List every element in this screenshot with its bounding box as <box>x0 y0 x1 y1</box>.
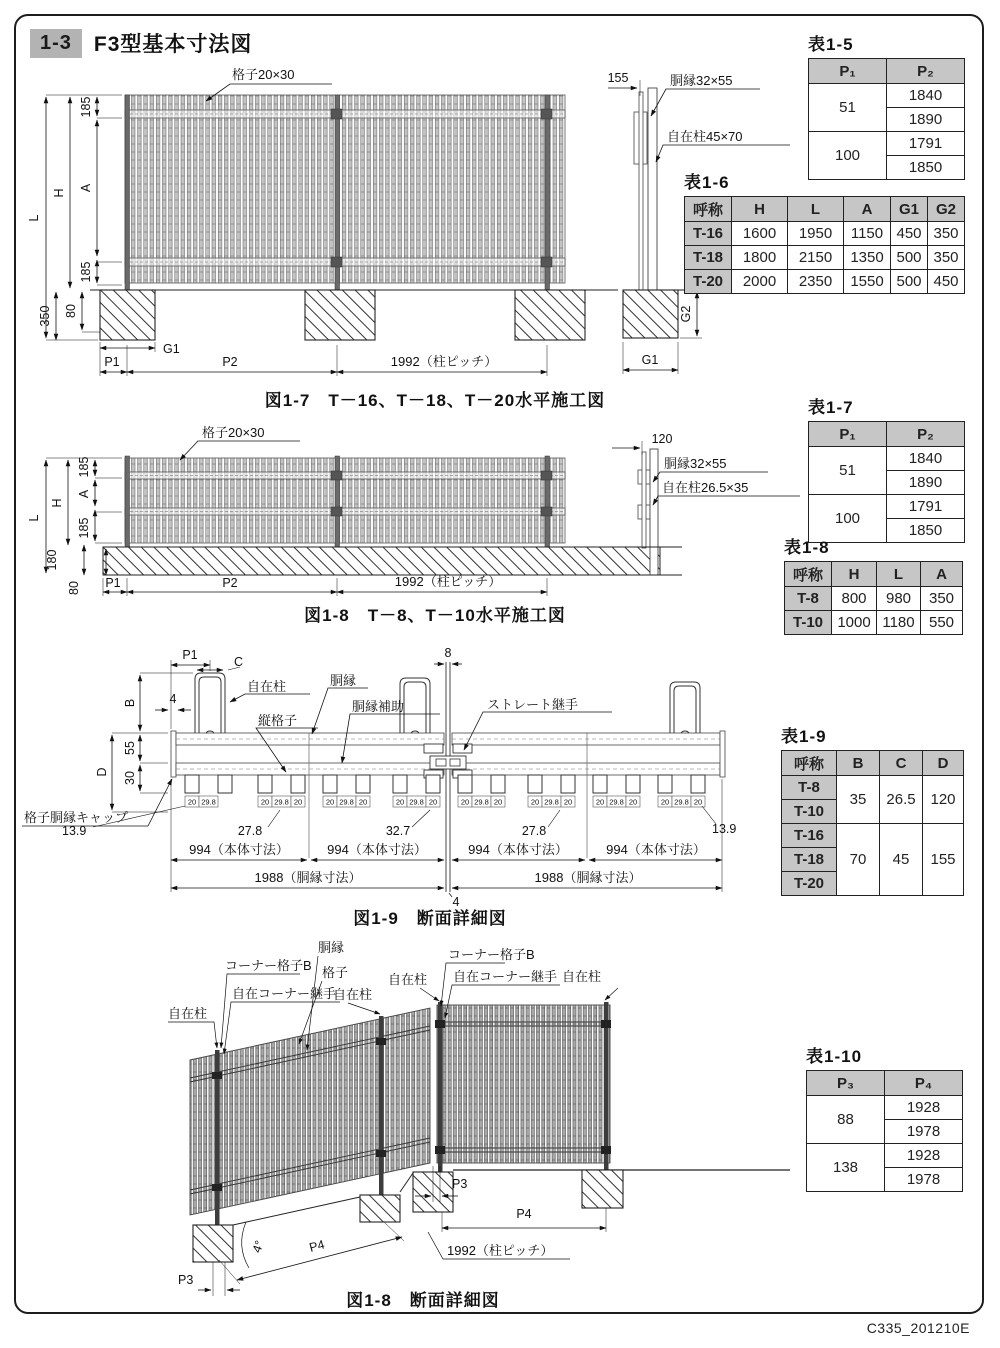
table-row <box>785 587 963 611</box>
document-code: C335_201210E <box>866 1320 970 1336</box>
cell: 450 <box>891 222 928 246</box>
cell: 1950 <box>788 222 844 246</box>
dim-G2: G2 <box>679 305 693 323</box>
dim-C: C <box>234 655 244 669</box>
dim-80: 80 <box>67 581 81 595</box>
table-1-5-title: 表1-5 <box>808 35 854 54</box>
svg-text:29.8: 29.8 <box>409 797 424 807</box>
table-1-5-section <box>808 30 965 180</box>
col-header: 呼称 <box>782 751 837 776</box>
label-corner-b-2: コーナー格子B <box>448 947 535 962</box>
cell-name: T-8 <box>785 587 832 611</box>
page-header <box>30 28 252 58</box>
svg-text:29.8: 29.8 <box>609 797 624 807</box>
cell: 1840 <box>887 447 965 471</box>
table-row <box>809 495 965 519</box>
svg-text:20: 20 <box>428 797 438 807</box>
table-1-8-section <box>784 533 963 635</box>
dim-80: 80 <box>64 304 78 318</box>
dim-27-8-left: 27.8 <box>237 824 263 838</box>
col-header: L <box>788 197 844 222</box>
dim-185-bottom: 185 <box>77 517 91 539</box>
cell: 1800 <box>732 246 788 270</box>
cell: 26.5 <box>880 776 923 824</box>
cell-name: T-16 <box>782 824 837 848</box>
dim-L: L <box>27 214 41 222</box>
svg-text:29.8: 29.8 <box>674 797 689 807</box>
svg-text:20: 20 <box>595 797 605 807</box>
dim-P2: P2 <box>222 355 238 369</box>
cell: 350 <box>921 587 963 611</box>
dim-32-7: 32.7 <box>385 824 411 838</box>
label-corner-joint-2: 自在コーナー継手 <box>453 969 558 984</box>
cell: 1850 <box>887 519 965 543</box>
cell: 1000 <box>832 611 877 635</box>
dim-H: H <box>52 188 66 198</box>
dim-H: H <box>50 498 64 508</box>
table-1-7-title: 表1-7 <box>808 398 854 417</box>
table-row <box>685 222 965 246</box>
cell: 1928 <box>885 1096 963 1120</box>
cell: 2150 <box>788 246 844 270</box>
dim-994-3: 994（本体寸法） <box>468 842 568 857</box>
cell-name: T-8 <box>782 776 837 800</box>
col-header: P₁ <box>809 59 887 84</box>
fig17-caption: 図1-7 T－16、T－18、T－20水平施工図 <box>264 391 606 410</box>
dim-13-9-right: 13.9 <box>712 822 737 836</box>
dim-994-4: 994（本体寸法） <box>606 842 706 857</box>
label-dobuchi: 胴縁 <box>330 673 357 688</box>
dim-pitch-1992: 1992（柱ピッチ） <box>394 574 502 589</box>
label-dobuchi-32x55: 胴縁32×55 <box>670 73 733 88</box>
label-jizai-45x70: 自在柱45×70 <box>667 129 743 144</box>
col-header: B <box>837 751 880 776</box>
dim-A: A <box>77 489 91 499</box>
dim-1988-right: 1988（胴縁寸法） <box>534 870 642 885</box>
table-row <box>685 246 965 270</box>
cell: 1840 <box>887 84 965 108</box>
table-1-10-title: 表1-10 <box>806 1047 863 1066</box>
dim-P2: P2 <box>222 576 238 590</box>
dim-4-bottom: 4 <box>452 895 460 909</box>
cell: 88 <box>807 1096 885 1144</box>
dim-1988-left: 1988（胴縁寸法） <box>254 870 362 885</box>
svg-text:20: 20 <box>325 797 335 807</box>
col-header: L <box>877 562 921 587</box>
label-corner-joint-1: 自在コーナー継手 <box>232 986 337 1001</box>
fig19-caption: 図1-9 断面詳細図 <box>353 909 507 928</box>
label-jizai-4: 自在柱 <box>562 969 602 984</box>
label-dobuchi: 胴縁 <box>318 940 345 955</box>
label-jizai-3: 自在柱 <box>388 972 428 987</box>
table-1-8 <box>784 561 963 635</box>
col-header: H <box>732 197 788 222</box>
col-header: G1 <box>891 197 928 222</box>
svg-text:20: 20 <box>395 797 405 807</box>
fence-panel <box>125 458 565 543</box>
page-title: F3型基本寸法図 <box>93 33 253 56</box>
cell: 980 <box>877 587 921 611</box>
dim-994-1: 994（本体寸法） <box>189 842 289 857</box>
col-header: P₂ <box>887 422 965 447</box>
dim-pitch-1992: 1992（柱ピッチ） <box>447 1243 554 1258</box>
label-straight-joint: ストレート継手 <box>487 697 579 712</box>
table-row <box>807 1144 963 1168</box>
svg-text:20: 20 <box>493 797 503 807</box>
cell: 500 <box>891 270 928 294</box>
cell: 1850 <box>887 156 965 180</box>
dim-P3-lower: P3 <box>178 1273 194 1287</box>
svg-text:20: 20 <box>530 797 540 807</box>
table-1-7-section <box>808 393 965 543</box>
cell: 1978 <box>885 1168 963 1192</box>
cell: 1890 <box>887 108 965 132</box>
svg-text:20: 20 <box>563 797 573 807</box>
cell-name: T-10 <box>785 611 832 635</box>
table-1-6 <box>684 196 965 294</box>
fig18-elevation <box>27 425 800 596</box>
dim-pitch-1992: 1992（柱ピッチ） <box>390 354 498 369</box>
table-1-8-title: 表1-8 <box>784 538 830 557</box>
fig19-cross-section <box>22 646 736 909</box>
label-tategoshi: 縦格子 <box>258 713 298 728</box>
cell: 1978 <box>885 1120 963 1144</box>
col-header: 呼称 <box>685 197 732 222</box>
cell: 1150 <box>844 222 891 246</box>
cell-name: T-18 <box>685 246 732 270</box>
label-corner-b-1: コーナー格子B <box>225 958 312 973</box>
label-koshi: 格子20×30 <box>232 67 295 82</box>
cell: 45 <box>880 824 923 896</box>
label-dobuchi-hojo: 胴縁補助 <box>352 699 405 714</box>
cell: 100 <box>809 132 887 180</box>
col-header: P₁ <box>809 422 887 447</box>
cell: 1791 <box>887 495 965 519</box>
dim-185-top: 185 <box>77 456 91 478</box>
cell: 35 <box>837 776 880 824</box>
slat-sections <box>185 775 705 793</box>
table-row <box>685 270 965 294</box>
dim-4: 4 <box>169 692 177 706</box>
label-jizai-2: 自在柱 <box>333 987 373 1002</box>
table-1-9 <box>781 750 964 896</box>
cell: 1928 <box>885 1144 963 1168</box>
col-header: G2 <box>928 197 965 222</box>
dim-185-top: 185 <box>79 96 93 118</box>
dim-P1: P1 <box>104 355 120 369</box>
col-header: P₃ <box>807 1071 885 1096</box>
dim-A: A <box>79 183 93 193</box>
cell: 1550 <box>844 270 891 294</box>
rails <box>171 731 725 777</box>
dim-8: 8 <box>444 646 452 660</box>
dim-P1: P1 <box>182 648 198 662</box>
table-1-9-title: 表1-9 <box>781 727 827 746</box>
dim-B: B <box>123 698 137 708</box>
col-header: A <box>921 562 963 587</box>
label-koshi: 格子20×30 <box>202 425 265 440</box>
cell: 350 <box>928 246 965 270</box>
label-jizai-26x35: 自在柱26.5×35 <box>662 480 749 495</box>
table-1-6-section <box>684 168 965 294</box>
table-row <box>782 824 964 848</box>
table-row <box>807 1096 963 1120</box>
sloped-ground-2 <box>400 1173 413 1192</box>
svg-text:20: 20 <box>260 797 270 807</box>
table-row <box>809 132 965 156</box>
cell-name: T-16 <box>685 222 732 246</box>
cell: 2350 <box>788 270 844 294</box>
cell-name: T-20 <box>685 270 732 294</box>
cell: 1890 <box>887 471 965 495</box>
foundations <box>100 290 585 340</box>
dim-30: 30 <box>123 771 137 785</box>
dim-P1: P1 <box>105 576 121 590</box>
dim-P4-sloped: P4 <box>307 1237 327 1255</box>
section-number-badge: 1-3 <box>30 29 82 58</box>
dim-350: 350 <box>38 305 52 327</box>
cell-name: T-20 <box>782 872 837 896</box>
dim-P3-upper: P3 <box>452 1177 468 1191</box>
svg-text:29.8: 29.8 <box>339 797 354 807</box>
svg-text:20: 20 <box>293 797 303 807</box>
dim-L: L <box>27 514 41 522</box>
col-header: H <box>832 562 877 587</box>
dim-13-9-left: 13.9 <box>62 824 87 838</box>
cell: 138 <box>807 1144 885 1192</box>
cell: 1791 <box>887 132 965 156</box>
dim-angle-4deg: 4° <box>249 1238 267 1255</box>
label-jizai-1: 自在柱 <box>168 1006 208 1021</box>
dim-155: 155 <box>607 71 629 85</box>
label-jizai: 自在柱 <box>247 679 287 694</box>
figb-caption: 図1-8 断面詳細図 <box>346 1291 500 1310</box>
table-row <box>782 776 964 800</box>
cell: 2000 <box>732 270 788 294</box>
dim-G1-side: G1 <box>641 353 659 367</box>
col-header: C <box>880 751 923 776</box>
table-1-10 <box>806 1070 963 1192</box>
col-header: P₄ <box>885 1071 963 1096</box>
svg-text:20: 20 <box>187 797 197 807</box>
svg-text:29.8: 29.8 <box>544 797 559 807</box>
cell: 800 <box>832 587 877 611</box>
dim-180: 180 <box>45 549 59 571</box>
col-header: P₂ <box>887 59 965 84</box>
dim-994-2: 994（本体寸法） <box>327 842 427 857</box>
table-1-9-section <box>781 722 964 896</box>
table-1-6-title: 表1-6 <box>684 173 730 192</box>
table-row <box>809 447 965 471</box>
fig18-caption: 図1-8 T－8、T－10水平施工図 <box>304 606 566 625</box>
dim-D: D <box>95 767 109 777</box>
svg-text:20: 20 <box>693 797 703 807</box>
svg-text:20: 20 <box>460 797 470 807</box>
col-header: A <box>844 197 891 222</box>
dim-G1: G1 <box>163 342 180 356</box>
cell-name: T-18 <box>782 848 837 872</box>
cell: 51 <box>809 447 887 495</box>
dim-P4-right: P4 <box>516 1207 532 1221</box>
label-dobuchi-32x55: 胴縁32×55 <box>664 456 727 471</box>
cell: 1600 <box>732 222 788 246</box>
cell: 1180 <box>877 611 921 635</box>
cell: 550 <box>921 611 963 635</box>
straight-panel <box>437 1005 610 1163</box>
label-koshi: 格子 <box>322 965 349 980</box>
svg-text:29.8: 29.8 <box>474 797 489 807</box>
dim-27-8-right: 27.8 <box>521 824 547 838</box>
cell: 450 <box>928 270 965 294</box>
ground-band <box>103 547 660 575</box>
label-cap: 格子胴縁キャップ <box>24 810 129 825</box>
svg-text:29.8: 29.8 <box>274 797 289 807</box>
table-1-5 <box>808 58 965 180</box>
table-row <box>785 611 963 635</box>
cell-name: T-10 <box>782 800 837 824</box>
figb-corner-view <box>168 940 790 1296</box>
dim-120: 120 <box>651 432 673 446</box>
svg-text:20: 20 <box>660 797 670 807</box>
dim-185-bottom: 185 <box>79 261 93 283</box>
dim-55: 55 <box>123 741 137 755</box>
svg-text:29.8: 29.8 <box>201 797 216 807</box>
svg-text:20: 20 <box>628 797 638 807</box>
cell: 1350 <box>844 246 891 270</box>
table-1-10-section <box>806 1042 963 1192</box>
col-header: 呼称 <box>785 562 832 587</box>
col-header: D <box>923 751 964 776</box>
cell: 120 <box>923 776 964 824</box>
cell: 51 <box>809 84 887 132</box>
cell: 100 <box>809 495 887 543</box>
cell: 70 <box>837 824 880 896</box>
cell: 350 <box>928 222 965 246</box>
cell: 155 <box>923 824 964 896</box>
table-1-7 <box>808 421 965 543</box>
fence-panel <box>125 95 565 283</box>
cell: 500 <box>891 246 928 270</box>
fig17-elevation <box>27 67 790 376</box>
svg-text:20: 20 <box>358 797 368 807</box>
table-row <box>809 84 965 108</box>
